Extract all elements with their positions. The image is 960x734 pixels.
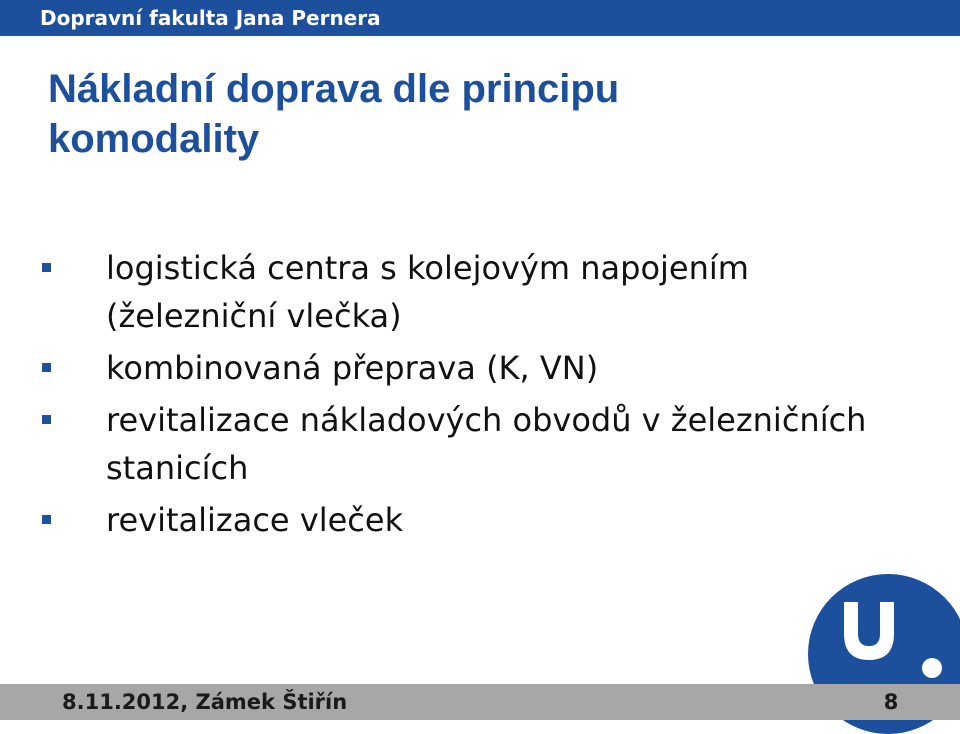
institution-name: Dopravní fakulta Jana Pernera: [40, 6, 381, 30]
square-bullet-icon: [42, 363, 51, 372]
bullet-item: [42, 244, 922, 340]
bullet-text: kombinovaná přeprava (K, VN): [106, 349, 599, 387]
bullet-list: [42, 244, 922, 548]
square-bullet-icon: [42, 263, 51, 272]
bullet-item: [42, 496, 922, 544]
bullet-item: [42, 344, 922, 392]
bullet-item: [42, 396, 922, 492]
bullet-text: revitalizace vleček: [106, 501, 404, 539]
header-bar: [0, 0, 960, 36]
square-bullet-icon: [42, 415, 51, 424]
bullet-text: revitalizace nákladových obvodů v železničních stanicích: [106, 401, 867, 487]
page-number: 8: [883, 690, 899, 714]
slide-title: [48, 64, 808, 164]
footer-date-place: 8.11.2012, Zámek Štiřín: [62, 690, 348, 714]
slide-title-line-2: komodality: [48, 117, 260, 161]
square-bullet-icon: [42, 515, 51, 524]
slide-title-line-1: Nákladní doprava dle principu: [48, 67, 620, 111]
bullet-text: logistická centra s kolejovým napojením (železniční vlečka): [106, 249, 749, 335]
